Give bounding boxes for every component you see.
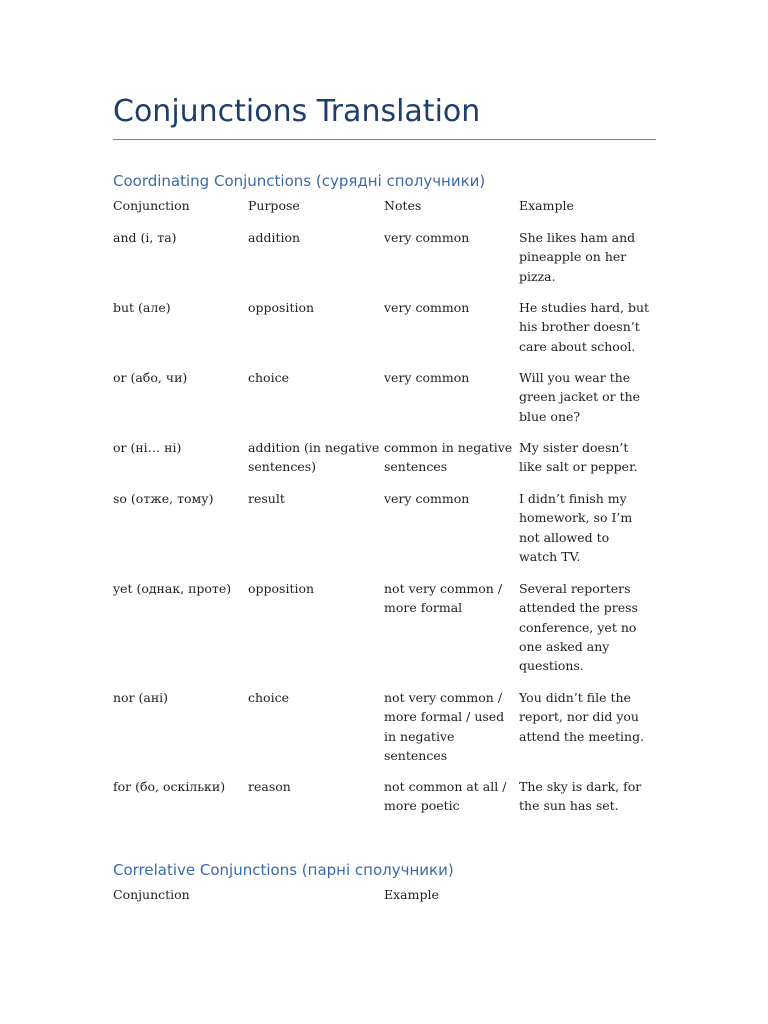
- example-cell: He studies hard, but his brother doesn’t care about school.: [519, 300, 650, 354]
- header-notes: Notes: [384, 198, 422, 213]
- header-example: Example: [519, 198, 574, 213]
- title-divider: [113, 139, 656, 140]
- purpose-cell: choice: [248, 690, 289, 705]
- notes-cell: not very common / more formal / used in negative sentences: [384, 690, 505, 763]
- conjunction-cell: and (і, та): [113, 230, 177, 245]
- conjunction-cell: but (але): [113, 300, 171, 315]
- purpose-cell: opposition: [248, 300, 315, 315]
- example-cell: I didn’t finish my homework, so I’m not allowed to watch TV.: [519, 491, 633, 564]
- example-cell: Several reporters attended the press conference, yet no one asked any questions.: [519, 581, 638, 674]
- example-cell: The sky is dark, for the sun has set.: [519, 779, 642, 814]
- conjunction-cell: or (ні… ні): [113, 440, 182, 455]
- example-cell: She likes ham and pineapple on her pizza.: [519, 230, 636, 284]
- notes-cell: very common: [384, 370, 470, 385]
- notes-cell: common in negative sentences: [384, 440, 513, 475]
- notes-cell: very common: [384, 300, 470, 315]
- example-cell: Will you wear the green jacket or the blue one?: [519, 370, 641, 424]
- conjunction-cell: so (отже, тому): [113, 491, 214, 506]
- conjunction-cell: nor (ані): [113, 690, 169, 705]
- page-title: Conjunctions Translation: [113, 94, 481, 129]
- example-cell: My sister doesn’t like salt or pepper.: [519, 440, 638, 475]
- conjunction-cell: yet (однак, проте): [113, 581, 232, 596]
- header-example: Example: [384, 887, 439, 902]
- conjunction-cell: or (або, чи): [113, 370, 188, 385]
- header-conjunction: Conjunction: [113, 198, 190, 213]
- conjunction-cell: for (бо, оскільки): [113, 779, 226, 794]
- header-conjunction: Conjunction: [113, 887, 190, 902]
- purpose-cell: addition: [248, 230, 301, 245]
- purpose-cell: choice: [248, 370, 289, 385]
- notes-cell: not very common / more formal: [384, 581, 503, 616]
- correlative-heading: Correlative Conjunctions (парні сполучники): [113, 861, 454, 879]
- notes-cell: not common at all / more poetic: [384, 779, 507, 814]
- purpose-cell: reason: [248, 779, 291, 794]
- purpose-cell: opposition: [248, 581, 315, 596]
- coordinating-heading: Coordinating Conjunctions (сурядні сполучники): [113, 172, 486, 190]
- header-purpose: Purpose: [248, 198, 300, 213]
- example-cell: You didn’t file the report, nor did you attend the meeting.: [519, 690, 645, 744]
- purpose-cell: addition (in negative sentences): [248, 440, 380, 475]
- purpose-cell: result: [248, 491, 285, 506]
- notes-cell: very common: [384, 230, 470, 245]
- notes-cell: very common: [384, 491, 470, 506]
